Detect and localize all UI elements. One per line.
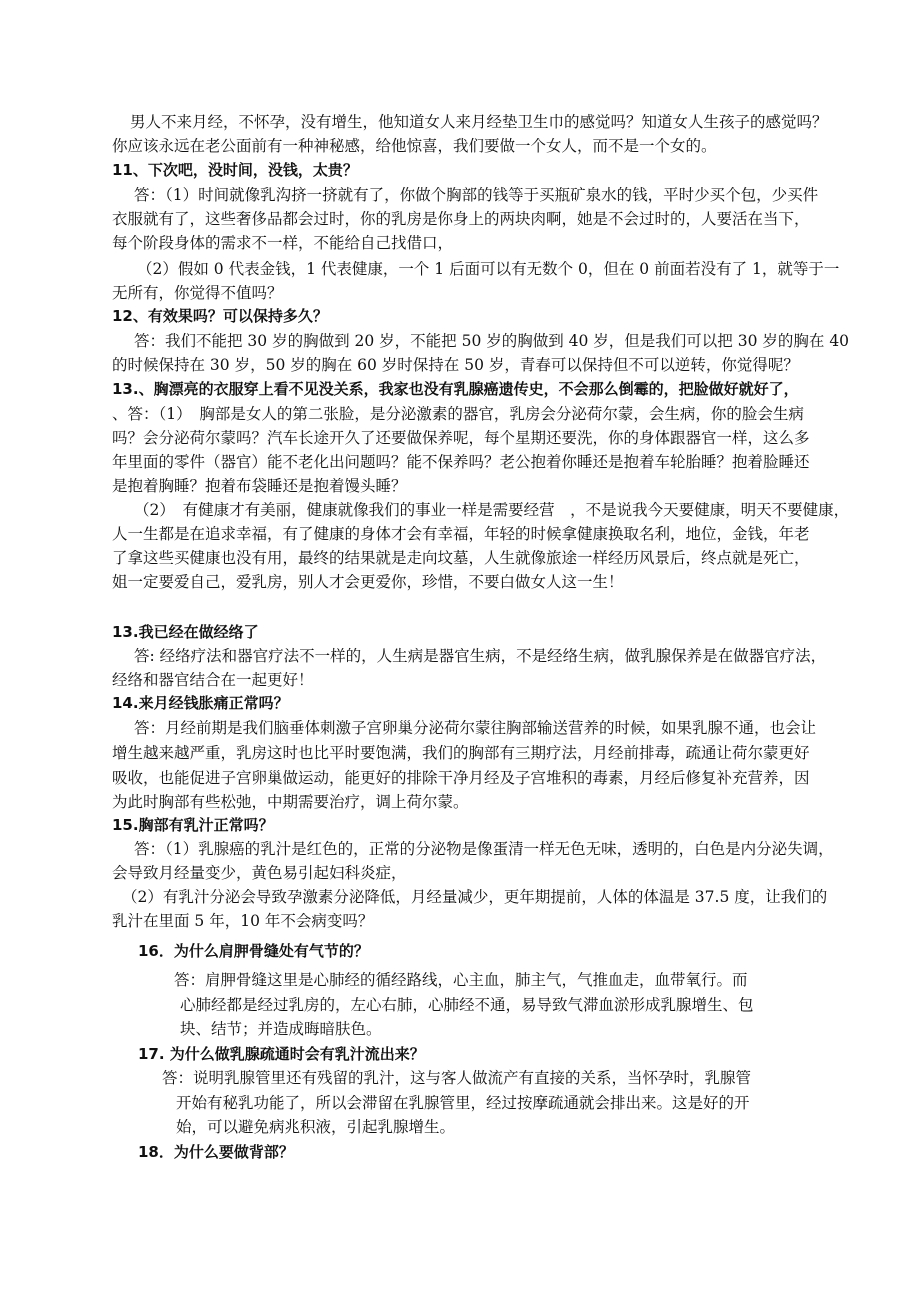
answer-line: 每个阶段身体的需求不一样，不能给自己找借口， xyxy=(112,234,454,252)
answer-line: 会导致月经量变少，黄色易引起妇科炎症， xyxy=(112,864,407,882)
answer-line: 了拿这些买健康也没有用，最终的结果就是走向坟墓，人生就像旅途一样经历风景后，终点就是死亡， xyxy=(112,549,810,567)
question-heading: 11、下次吧，没时间，没钱，太贵？ xyxy=(112,161,358,179)
answer-line: 为此时胸部有些松弛，中期需要治疗，调上荷尔蒙。 xyxy=(112,793,469,811)
answer-line: 是抱着胸睡？抱着布袋睡还是抱着馒头睡？ xyxy=(112,477,407,495)
answer-line: 心肺经都是经过乳房的，左心右肺，心肺经不通，易导致气滞血淤形成乳腺增生、包 xyxy=(180,996,754,1014)
question-heading: 13.我已经在做经络了 xyxy=(112,623,259,641)
answer-line: 开始有秘乳功能了，所以会滞留在乳腺管里，经过按摩疏通就会排出来。这是好的开 xyxy=(176,1094,750,1112)
answer-line: 无所有，你觉得不值吗？ xyxy=(112,284,283,302)
answer-line: （2）假如 0 代表金钱，1 代表健康，一个 1 后面可以有无数个 0，但在 0 前面若没有了 1，就等于一 xyxy=(137,260,840,278)
question-heading: 17. 为什么做乳腺疏通时会有乳汁流出来？ xyxy=(138,1045,425,1063)
answer-line: 人一生都是在追求幸福，有了健康的身体才会有幸福，年轻的时候拿健康换取名利，地位，金钱，年老 xyxy=(112,525,810,543)
answer-line: 始，可以避免病兆积液，引起乳腺增生。 xyxy=(176,1118,456,1136)
answer-line: 吸收，也能促进子宫卵巢做运动，能更好的排除干净月经及子宫堆积的毒素，月经后修复补充营养，因 xyxy=(112,769,810,787)
answer-line: 的时候保持在 30 岁，50 岁的胸在 60 岁时保持在 50 岁，青春可以保持但不可以逆转，你觉得呢？ xyxy=(112,356,799,374)
question-heading: 13.、胸漂亮的衣服穿上看不见没关系，我家也没有乳腺癌遗传史，不会那么倒霉的，把脸做好就好了， xyxy=(112,380,799,398)
answer-line: （2）有乳汁分泌会导致孕激素分泌降低，月经量减少，更年期提前，人体的体温是 37.5 度，让我们的 xyxy=(122,888,828,906)
answer-line: 、答：（1） 胸部是女人的第二张脸，是分泌激素的器官，乳房会分泌荷尔蒙，会生病，你的脸会生病 xyxy=(112,405,804,423)
answer-line: 答：（1）时间就像乳沟挤一挤就有了，你做个胸部的钱等于买瓶矿泉水的钱，平时少买个包，少买件 xyxy=(134,186,819,204)
answer-line: 答：月经前期是我们脑垂体刺激子宫卵巢分泌荷尔蒙往胸部输送营养的时候，如果乳腺不通，也会让 xyxy=(134,719,817,737)
answer-line: 年里面的零件（器官）能不老化出问题吗？能不保养吗？老公抱着你睡还是抱着车轮胎睡？抱着脸睡还 xyxy=(112,453,810,471)
answer-line: 答：肩胛骨缝这里是心肺经的循经路线，心主血，肺主气，气推血走，血带氧行。而 xyxy=(174,971,748,989)
question-heading: 12、有效果吗？可以保持多久？ xyxy=(112,307,328,325)
paragraph-line: 你应该永远在老公面前有一种神秘感，给他惊喜，我们要做一个女人，而不是一个女的。 xyxy=(112,137,717,155)
question-heading: 18．为什么要做背部？ xyxy=(138,1143,294,1161)
question-heading: 16．为什么肩胛骨缝处有气节的？ xyxy=(138,942,369,960)
answer-line: 块、结节；并造成晦暗肤色。 xyxy=(180,1020,382,1038)
answer-line: 吗？会分泌荷尔蒙吗？汽车长途开久了还要做保养呢，每个星期还要洗，你的身体跟器官一样，这么多 xyxy=(112,429,810,447)
answer-line: 经络和器官结合在一起更好！ xyxy=(112,671,314,689)
answer-line: 衣服就有了，这些奢侈品都会过时，你的乳房是你身上的两块肉啊，她是不会过时的，人要活在当下， xyxy=(112,210,810,228)
answer-line: 答：（1）乳腺癌的乳汁是红色的，正常的分泌物是像蛋清一样无色无味，透明的，白色是内分泌失调， xyxy=(134,840,834,858)
question-heading: 15.胸部有乳汁正常吗？ xyxy=(112,816,274,834)
answer-line: 答：说明乳腺管里还有残留的乳汁，这与客人做流产有直接的关系，当怀孕时，乳腺管 xyxy=(162,1069,752,1087)
question-heading: 14.来月经钱胀痛正常吗？ xyxy=(112,694,289,712)
answer-line: 乳汁在里面 5 年，10 年不会病变吗？ xyxy=(112,912,374,930)
answer-line: （2） 有健康才有美丽，健康就像我们的事业一样是需要经营 ，不是说我今天要健康，明天不要健康， xyxy=(134,501,850,519)
paragraph-line: 男人不来月经，不怀孕，没有增生，他知道女人来月经垫卫生巾的感觉吗？知道女人生孩子的感觉吗？ xyxy=(130,113,828,131)
answer-line: 姐一定要爱自己，爱乳房，别人才会更爱你，珍惜，不要白做女人这一生！ xyxy=(112,573,624,591)
answer-line: 增生越来越严重，乳房这时也比平时要饱满，我们的胸部有三期疗法，月经前排毒，疏通让荷尔蒙更好 xyxy=(112,744,810,762)
answer-line: 答: 经络疗法和器官疗法不一样的，人生病是器官生病，不是经络生病，做乳腺保养是在做器官疗法， xyxy=(134,647,827,665)
answer-line: 答：我们不能把 30 岁的胸做到 20 岁，不能把 50 岁的胸做到 40 岁，但是我们可以把 30 岁的胸在 40 xyxy=(134,332,850,350)
